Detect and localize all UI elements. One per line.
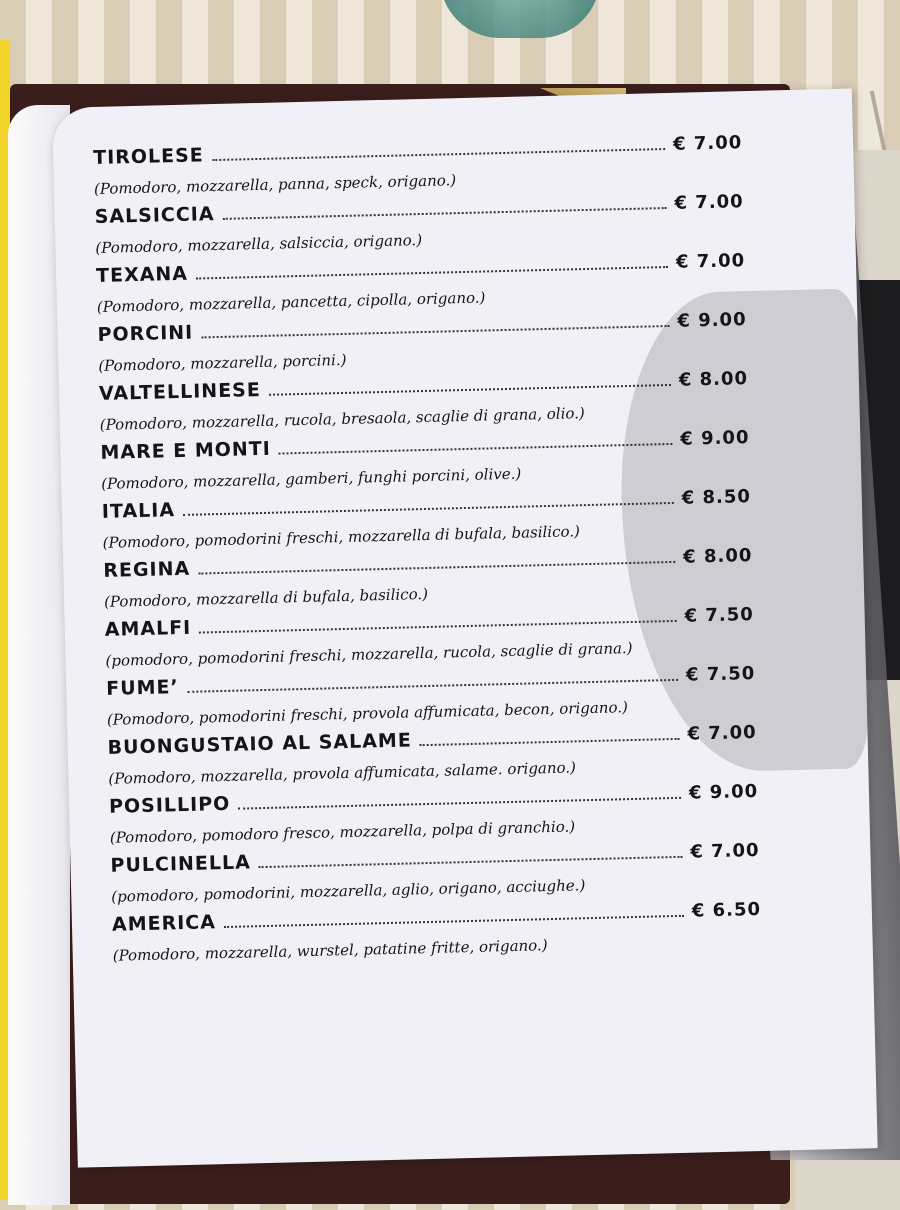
item-name: BUONGUSTAIO AL SALAME — [107, 729, 413, 759]
item-price: € 9.00 — [688, 780, 759, 804]
item-description: (pomodoro, pomodorini freschi, mozzarella, rucola, scaglie di grana.) — [105, 638, 633, 670]
item-price: € 8.00 — [682, 545, 753, 568]
item-name: PORCINI — [97, 321, 194, 346]
drinking-glass — [440, 0, 600, 38]
leader-dots — [199, 620, 676, 634]
item-name: TEXANA — [95, 262, 189, 287]
item-name: VALTELLINESE — [98, 378, 262, 405]
menu-page — [52, 88, 878, 1167]
item-price: € 6.50 — [691, 898, 762, 922]
item-description: (Pomodoro, mozzarella, provola affumicata, salame. origano.) — [108, 758, 577, 788]
item-description: (Pomodoro, mozzarella, rucola, bresaola, scaglie di grana, olio.) — [99, 404, 586, 434]
item-price: € 7.50 — [685, 662, 756, 686]
menu-item — [112, 897, 813, 968]
leader-dots — [198, 561, 675, 575]
item-description: (Pomodoro, mozzarella, porcini.) — [98, 350, 347, 375]
leader-dots — [420, 738, 680, 746]
item-description: (Pomodoro, pomodorini freschi, provola affumicata, becon, origano.) — [106, 698, 629, 729]
item-name: AMERICA — [111, 911, 217, 936]
menu-item — [97, 307, 798, 378]
item-description: (Pomodoro, pomodorini freschi, mozzarella di bufala, basilico.) — [102, 522, 581, 552]
item-price: € 7.50 — [684, 604, 755, 627]
leader-dots — [196, 266, 668, 280]
leader-dots — [201, 325, 669, 338]
item-price: € 9.00 — [680, 427, 750, 450]
item-price: € 8.50 — [681, 486, 752, 509]
leader-dots — [238, 797, 681, 810]
item-price: € 8.00 — [678, 368, 749, 391]
item-description: (Pomodoro, mozzarella, salsiccia, origano.) — [95, 231, 423, 257]
menu-item — [94, 189, 795, 260]
item-price: € 7.00 — [674, 191, 744, 214]
menu-item — [100, 425, 801, 496]
item-description: (Pomodoro, mozzarella, wurstel, patatine fritte, origano.) — [112, 936, 548, 965]
item-name: SALSICCIA — [94, 203, 215, 228]
item-description: (Pomodoro, mozzarella di bufala, basilico.) — [103, 584, 429, 611]
leader-dots — [187, 679, 678, 693]
item-description: (Pomodoro, mozzarella, gamberi, funghi porcini, olive.) — [100, 464, 522, 493]
menu-item — [104, 602, 805, 673]
item-price: € 7.00 — [675, 250, 746, 273]
item-name: FUME’ — [105, 676, 179, 700]
item-name: PULCINELLA — [110, 851, 252, 877]
item-name: ITALIA — [101, 499, 176, 523]
item-name: AMALFI — [104, 616, 192, 641]
item-name: POSILLIPO — [108, 792, 231, 818]
leader-dots — [259, 856, 683, 868]
item-description: (Pomodoro, mozzarella, pancetta, cipolla, origano.) — [96, 288, 486, 316]
item-price: € 9.00 — [677, 309, 747, 332]
menu-item — [96, 248, 797, 319]
menu-item — [107, 720, 808, 791]
item-description: (Pomodoro, mozzarella, panna, speck, origano.) — [93, 171, 457, 198]
menu-item — [102, 484, 803, 555]
item-name: TIROLESE — [92, 144, 205, 170]
leader-dots — [223, 207, 667, 220]
leader-dots — [183, 502, 674, 516]
leader-dots — [269, 384, 671, 396]
leader-dots — [212, 148, 665, 161]
menu-list — [93, 130, 813, 973]
item-description: (pomodoro, pomodorini, mozzarella, aglio, origano, acciughe.) — [111, 876, 586, 906]
item-price: € 7.00 — [687, 721, 757, 745]
item-price: € 7.00 — [690, 839, 760, 863]
menu-item — [103, 543, 804, 614]
item-price: € 7.00 — [672, 132, 743, 155]
menu-item — [106, 661, 807, 732]
item-description: (Pomodoro, pomodoro fresco, mozzarella, polpa di granchio.) — [109, 817, 576, 847]
menu-item — [99, 366, 800, 437]
menu-item — [109, 779, 810, 850]
leader-dots — [279, 443, 673, 455]
item-name: MARE E MONTI — [100, 437, 272, 464]
menu-item — [93, 130, 794, 201]
leader-dots — [224, 915, 684, 928]
item-name: REGINA — [103, 557, 191, 582]
menu-item — [110, 838, 811, 909]
